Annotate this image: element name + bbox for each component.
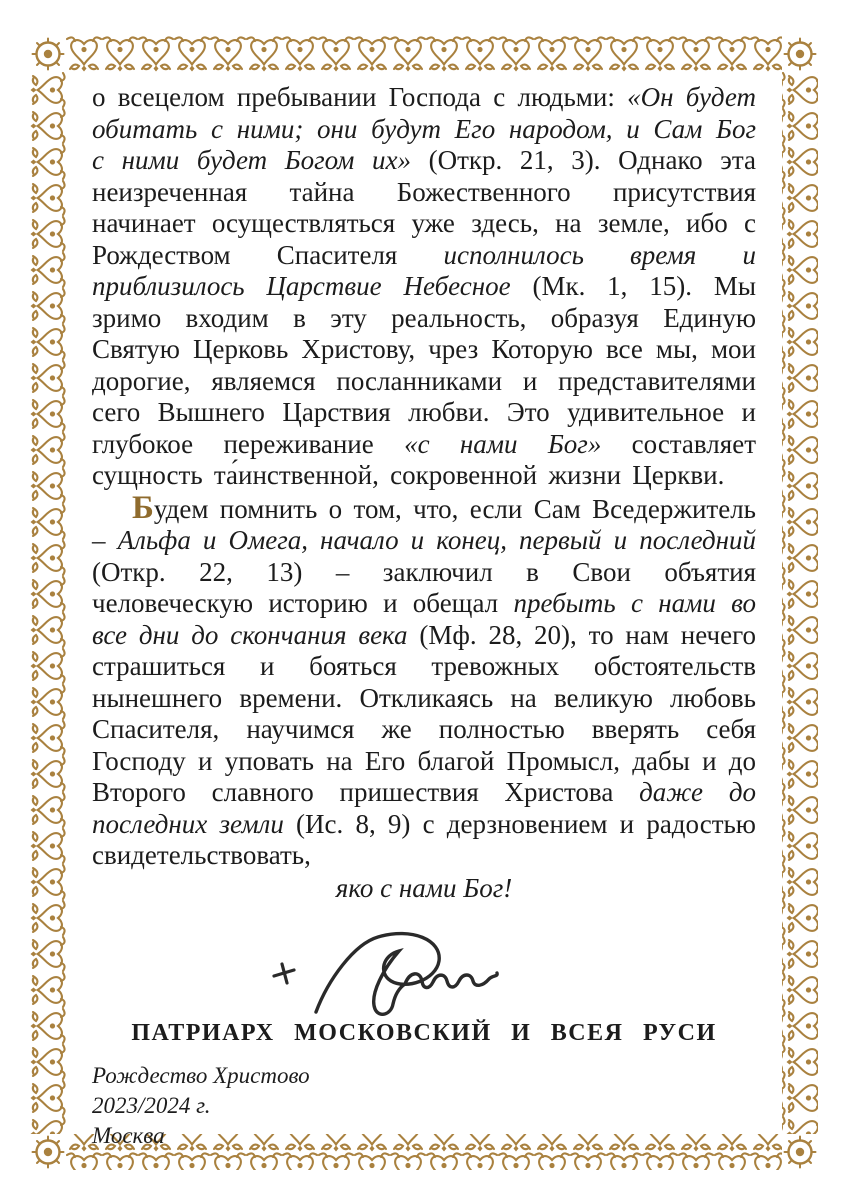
text-run: составляет сущность та́инственной, сокровенной жизни Церкви.	[92, 428, 756, 490]
letter-paragraphs	[92, 82, 756, 904]
text-run: Альфа и Омега, начало и конец, первый и последний	[117, 525, 756, 555]
signature-cross-icon	[274, 964, 294, 983]
footer-line: Москва	[92, 1123, 165, 1148]
text-run: (Мк. 1, 15). Мы зримо входим в эту реальность, образуя Единую Святую Церковь Христову, чрез Которую все мы, мои дорогие, являемся посланниками и представителями сего Вышнего Царствия любви. Это удивительное и глубокое переживание	[92, 271, 756, 459]
text-run: (Откр. 21, 3). Однако эта неизреченная тайна Божественного присутствия начинает осуществляться уже здесь, на земле, ибо с Рождеством Спасителя	[92, 145, 756, 270]
letter-paragraph	[92, 873, 756, 905]
text-run: пребыть с нами во все дни до скончания века	[92, 588, 756, 650]
text-run: яко с нами Бог!	[335, 872, 513, 903]
text-run: исполнилось время и приблизилось Царствие Небесное	[92, 239, 756, 301]
text-run: (Ис. 8, 9) с дерзновением и радостью свидетельствовать,	[92, 808, 756, 870]
letter-body	[92, 82, 756, 1151]
text-run: «с нами Бог»	[404, 428, 602, 459]
text-run: «Он будет обитать с ними; они будут Его народом, и Сам Бог с ними будет Богом их»	[92, 82, 757, 175]
letter-footer	[92, 1061, 756, 1151]
letter-paragraph	[92, 489, 756, 872]
footer-line: Рождество Христово	[92, 1063, 310, 1088]
text-run: (Мф. 28, 20), то нам нечего страшиться и бояться тревожных обстоятельств нынешнего времени. Откликаясь на великую любовь Спасителя, научимся же полностью вверять себя Господу и уповать на Его благой Промысл, дабы и до Второго славного пришествия Христова	[92, 619, 756, 807]
patriarch-signature	[244, 914, 604, 1016]
patriarch-title: ПАТРИАРХ МОСКОВСКИЙ И ВСЕЯ РУСИ	[131, 1020, 717, 1046]
text-run: удем помнить о том, что, если Сам Вседержитель –	[92, 493, 756, 555]
text-run: (Откр. 22, 13) – заключил в Свои объятия человеческую историю и обещал	[92, 556, 756, 618]
letter-paragraph	[92, 82, 756, 492]
text-run: даже до последних земли	[92, 777, 756, 839]
footer-line: 2023/2024 г.	[92, 1093, 211, 1118]
text-run: о всецелом пребывании Господа с людьми:	[92, 82, 628, 112]
signature-flourish-icon	[316, 934, 497, 1015]
paragraph-initial: Б	[132, 489, 154, 526]
